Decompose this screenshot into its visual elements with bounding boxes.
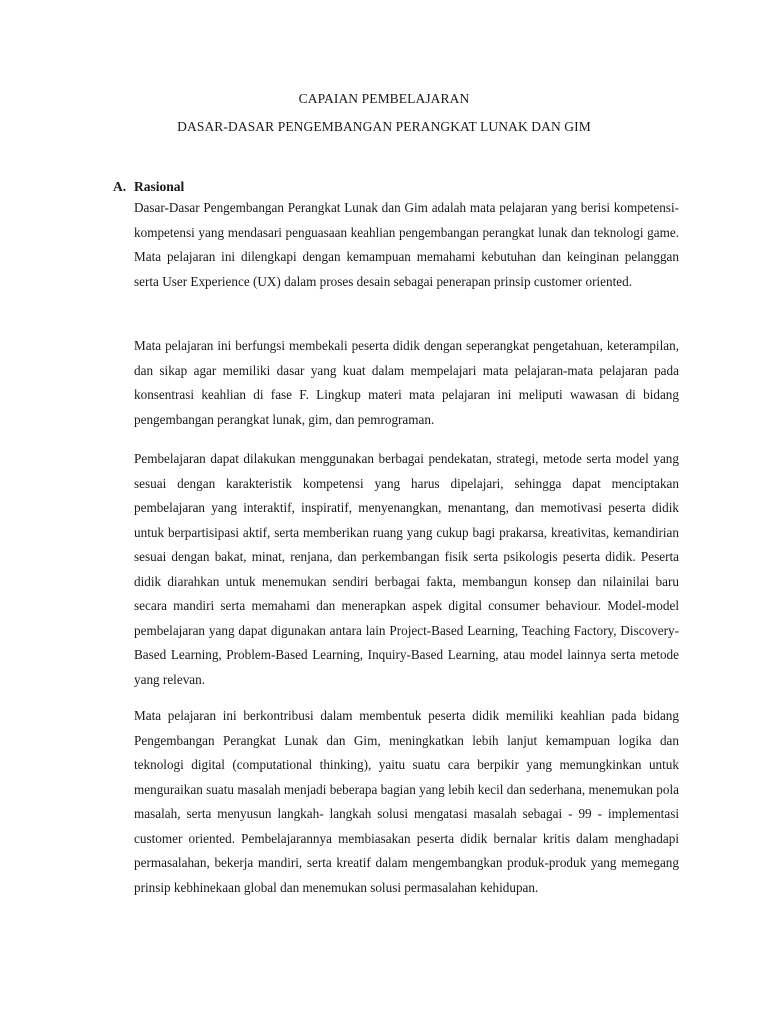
section-title: Rasional — [134, 179, 185, 194]
section-heading — [113, 179, 184, 195]
paragraph-3: Pembelajaran dapat dilakukan menggunakan berbagai pendekatan, strategi, metode serta model yang sesuai dengan karakteristik kompetensi yang harus dipelajari, sehingga dapat menciptakan pembelajaran yang interaktif, inspiratif, menyenangkan, menantang, dan memotivasi peserta didik untuk berpartisipasi aktif, serta memberikan ruang yang cukup bagi prakarsa, kreativitas, kemandirian sesuai dengan bakat, minat, renjana, dan perkembangan fisik serta psikologis peserta didik. Peserta didik diarahkan untuk menemukan sendiri berbagai fakta, membangun konsep dan nilainilai baru secara mandiri serta memahami dan menerapkan aspek digital consumer behaviour. Model-model pembelajaran yang dapat digunakan antara lain Project-Based Learning, Teaching Factory, Discovery-Based Learning, Problem-Based Learning, Inquiry-Based Learning, atau model lainnya serta metode yang relevan. — [134, 451, 679, 687]
paragraph-2: Mata pelajaran ini berfungsi membekali peserta didik dengan seperangkat pengetahuan, keterampilan, dan sikap agar memiliki dasar yang kuat dalam mempelajari mata pelajaran-mata pelajaran pada konsentrasi keahlian di fase F. Lingkup materi mata pelajaran ini meliputi wawasan di bidang pengembangan perangkat lunak, gim, dan pemrograman. — [134, 338, 679, 427]
document-title: CAPAIAN PEMBELAJARAN — [298, 91, 470, 106]
paragraph-4: Mata pelajaran ini berkontribusi dalam membentuk peserta didik memiliki keahlian pada bidang Pengembangan Perangkat Lunak dan Gim, meningkatkan lebih lanjut kemampuan logika dan teknologi digital (computational thinking), yaitu suatu cara berpikir yang memungkinkan untuk menguraikan suatu masalah menjadi beberapa bagian yang lebih kecil dan sederhana, menemukan pola masalah, serta menyusun langkah- langkah solusi mengatasi masalah sebagai - 99 - implementasi customer oriented. Pembelajarannya membiasakan peserta didik bernalar kritis dalam menghadapi permasalahan, bekerja mandiri, serta kreatif dalam mengembangkan produk-produk yang memegang prinsip kebhinekaan global dan menemukan solusi permasalahan kehidupan. — [134, 708, 679, 895]
paragraph-1: Dasar-Dasar Pengembangan Perangkat Lunak dan Gim adalah mata pelajaran yang berisi kompetensi-kompetensi yang mendasari penguasaan keahlian pengembangan perangkat lunak dan teknologi game. Mata pelajaran ini dilengkapi dengan kemampuan memahami kebutuhan dan keinginan pelanggan serta User Experience (UX) dalam proses desain sebagai penerapan prinsip customer oriented. — [134, 200, 679, 289]
document-subtitle: DASAR-DASAR PENGEMBANGAN PERANGKAT LUNAK DAN GIM — [177, 119, 591, 134]
section-marker: A. — [113, 179, 127, 194]
